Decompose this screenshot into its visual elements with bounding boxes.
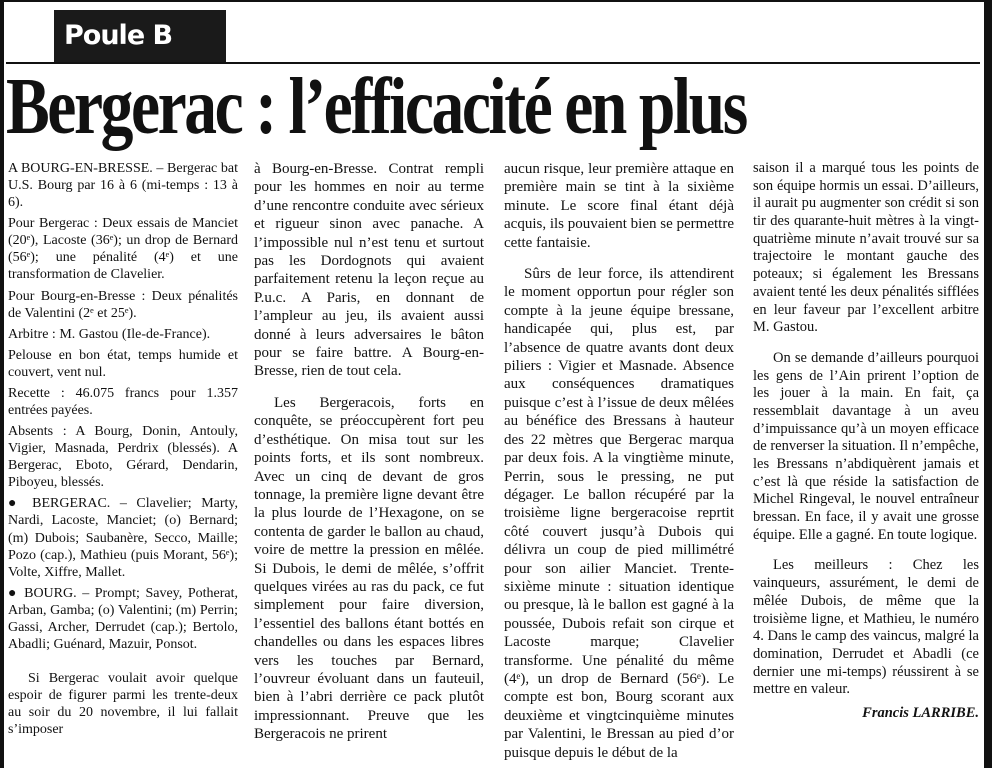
article-paragraph: Pelouse en bon état, temps humide et couvert, vent nul.	[8, 347, 238, 380]
paragraph-gap	[8, 657, 238, 670]
article-headline: Bergerac : l’efficacité en plus	[6, 63, 746, 151]
article-paragraph: Arbitre : M. Gastou (Ile-de-France).	[8, 326, 211, 342]
article-paragraph: saison il a marqué tous les points de son équipe hormis un essai. D’ailleurs, il aurait pu augmenter son crédit si son tir des quarante-huit mètres à la vingt-quatrième minute n’avait trouvé sur sa trajectoire le montant gauche des poteaux; si également les Bressans avaient tenté les deux pénalités sifflées en leur faveur par l’excellent arbitre M. Gastou.	[753, 160, 979, 336]
article-paragraph: A BOURG-EN-BRESSE. – Bergerac bat U.S. Bourg par 16 à 6 (mi-temps : 13 à 6).	[8, 161, 238, 211]
article-paragraph: ● BERGERAC. – Clavelier; Marty, Nardi, Lacoste, Manciet; (o) Bernard; (m) Dubois; Saubanère, Secco, Maille; Pozo (cap.), Mathieu (puis Morant, 56ᵉ); Volte, Xiffre, Mallet.	[8, 496, 238, 580]
article-paragraph: Les meilleurs : Chez les vainqueurs, assurément, le demi de mêlée Dubois, de même que la troisième ligne, et Mathieu, le numéro 4. Dans le camp des vaincus, malgré la domination, Derrudet et Abadli (ce dernier une mi-temps) réussirent à se mettre en valeur.	[753, 557, 979, 698]
article-paragraph: ● BOURG. – Prompt; Savey, Potherat, Arban, Gamba; (o) Valentini; (m) Perrin; Gassi, Archer, Derrudet (cap.); Bertolo, Abadli; Guénard, Mazuir, Ponsot.	[8, 585, 238, 653]
article-paragraph: Pour Bergerac : Deux essais de Manciet (20ᵉ), Lacoste (36ᵉ); un drop de Bernard (56ᵉ); une pénalité (4ᵉ) et une transformation de Clavelier.	[8, 216, 238, 283]
article-paragraph: On se demande d’ailleurs pourquoi les gens de l’Ain prirent l’option de les jouer à la main. En fait, ça ressemblait davantage à un aveu d’impuissance qu’à un moyen efficace de renverser la situation. Il n’empêche, les Bressans n’abdiquèrent jamais et c’est là que réside la satisfaction de Michel Ringeval, le nouvel entraîneur bressan. En face, il y avait une grosse équipe. Elle a gagné. En toute logique.	[753, 349, 979, 543]
paragraph-gap	[254, 381, 484, 394]
article-paragraph: Recette : 46.075 francs pour 1.357 entrées payées.	[8, 385, 238, 419]
article-column-2	[254, 160, 484, 744]
section-rubric: Poule B	[54, 10, 226, 62]
scan-edge-top	[0, 0, 992, 2]
article-paragraph: Pour Bourg-en-Bresse : Deux pénalités de Valentini (2ᵉ et 25ᵉ).	[8, 288, 238, 321]
author-signature: Francis LARRIBE.	[862, 704, 979, 721]
article-paragraph: Absents : A Bourg, Donin, Antouly, Vigier, Masnada, Perdrix (blessés). A Bergerac, Eboto, Gérard, Dendarin, Piboyeu, blessés.	[8, 424, 238, 491]
scan-edge-left	[0, 0, 4, 768]
paragraph-gap	[753, 337, 979, 350]
article-paragraph: Si Bergerac voulait avoir quelque espoir de figurer parmi les trente-deux au soir du 20 novembre, il lui fallait s’imposer	[8, 671, 238, 738]
article-column-3	[504, 160, 734, 762]
article-paragraph: Sûrs de leur force, ils attendirent le moment opportun pour régler son compte à la jeune équipe bressane, handicapée qui, plus est, par l’absence de quatre avants dont deux piliers : Vigier et Masnade. Absence aux conséquences dramatiques puisque c’est à l’issue de deux mêlées au bénéfice des Bressans à hauteur des 22 mètres que Bergerac marqua par deux fois. A la vingtième minute, Perrin, sous le pressing, ne put dégager. Le ballon récupéré par la troisième ligne bergeracoise reprtit côté couvert jusqu’à Dubois qui délivra un coup de pied millimétré pour son ailier Manciet. Trente-sixième minute : situation identique ou presque, là le ballon est gagné à la poussée, Dubois refait son cirque et Lacoste marque; Clavelier transforme. Une pénalité du même (4ᵉ), un drop de Bernard (56ᵉ). Le compte est bon, Bourg scorant aux deuxième et vingtcinquième minutes par Valentini, le Bressan au pied d’or puisque depuis le début de la	[504, 266, 734, 761]
article-paragraph: à Bourg-en-Bresse. Contrat rempli pour les hommes en noir au terme d’une rencontre conduite avec sérieux et rigueur sinon avec panache. A l’impossible nul n’est tenu et surtout pas les Dordognots qui avaient parfaitement retenu la leçon reçue au P.u.c. A Paris, en donnant de l’ampleur au jeu, ils avaient aussi donné à leurs adversaires le bâton pour se faire battre. A Bourg-en-Bresse, rien de tout cela.	[254, 161, 484, 380]
scan-edge-right	[984, 0, 992, 768]
article-column-1	[8, 160, 238, 738]
article-paragraph: aucun risque, leur première attaque en première main se tint à la sixième minute. Le score final étant déjà acquis, ils pouvaient bien se permettre cette fantaisie.	[504, 161, 734, 251]
paragraph-gap	[504, 252, 734, 265]
paragraph-gap	[753, 544, 979, 557]
article-paragraph: Les Bergeracois, forts en conquête, se préoccupèrent fort peu d’esthétique. On misa tout sur les points forts, et ils sont nombreux. Avec un cinq de devant de gros tonnage, la première ligne devant être la plus lourde de l’Hexagone, on se contenta de garder le ballon au chaud, voire de mettre la pression en mêlée. Si Dubois, le demi de mêlée, s’offrit quelques virées au ras du pack, ce fut simplement pour faire diversion, l’essentiel des ballons étant bottés en chandelles ou dans les espaces libres vers les touches par Bernard, l’ouvreur évoluant dans un fauteuil, bien à l’abri derrière ce pack plutôt impressionnant. Preuve que les Bergeracois ne prirent	[254, 394, 484, 743]
article-column-4	[753, 160, 979, 723]
